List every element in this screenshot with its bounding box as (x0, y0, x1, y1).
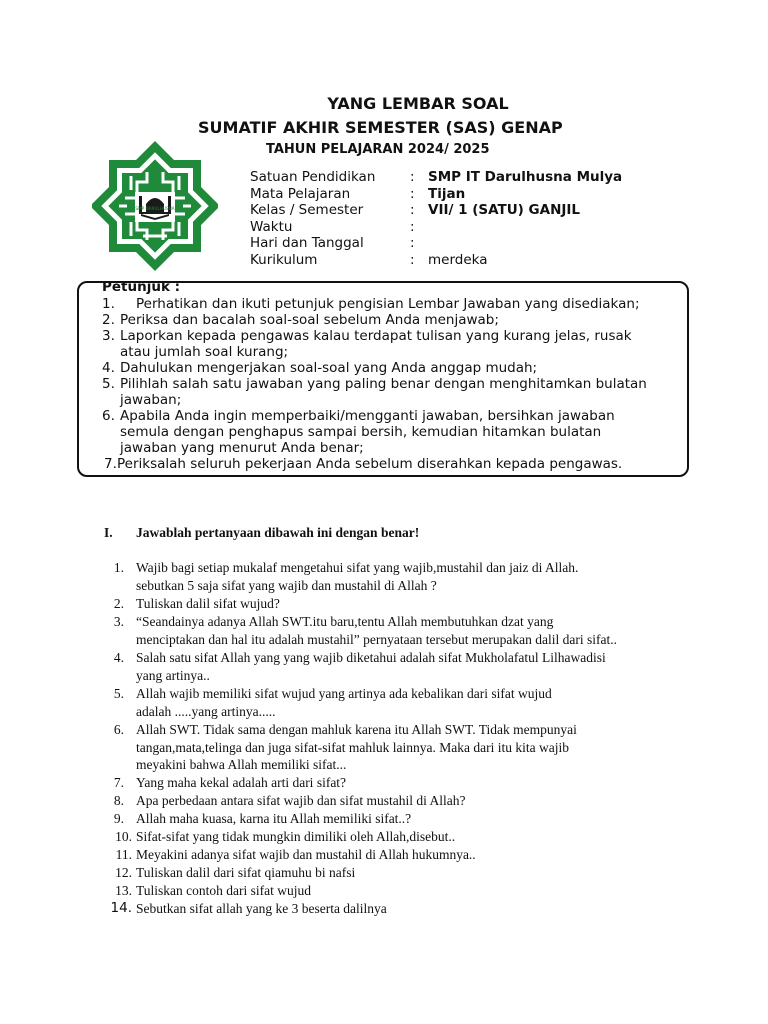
academic-year: TAHUN PELAJARAN 2024/ 2025 (266, 142, 490, 157)
question-number: 10. (115, 829, 132, 844)
instruction-text: atau jumlah soal kurang; (120, 344, 289, 360)
islamic-school-emblem-icon (92, 138, 218, 274)
question-text: Yang maha kekal adalah arti dari sifat? (136, 775, 347, 790)
info-colon: : (410, 169, 415, 185)
question-number: 1. (113, 560, 124, 575)
info-label: Hari dan Tanggal (250, 235, 364, 251)
info-colon: : (410, 218, 415, 235)
question-number: 4. (113, 650, 124, 665)
question-number: 12. (115, 865, 132, 880)
instruction-text: Dahulukan mengerjakan soal-soal yang Anda anggap mudah; (120, 360, 538, 376)
instruction-text: Perhatikan dan ikuti petunjuk pengisian Lembar Jawaban yang disediakan; (136, 296, 640, 312)
instruction-number: 4. (102, 360, 115, 376)
question-number: 8. (113, 793, 124, 808)
instruction-text: Pilihlah salah satu jawaban yang paling benar dengan menghitamkan bulatan (120, 376, 647, 392)
info-colon: : (410, 185, 415, 202)
question-number: 6. (113, 722, 124, 737)
instruction-text: semula dengan penghapus sampai bersih, kemudian hitamkan bulatan (120, 424, 602, 440)
instructions-title: Petunjuk : (102, 279, 181, 295)
question-text: Sifat-sifat yang tidak mungkin dimiliki oleh Allah,disebut.. (136, 829, 456, 844)
section-number: I. (104, 525, 113, 540)
question-text: meyakini bahwa Allah memiliki sifat... (136, 757, 347, 773)
question-number: 14. (110, 900, 132, 916)
question-text: Sebutkan sifat allah yang ke 3 beserta dalilnya (136, 901, 387, 916)
instruction-text: Periksalah seluruh pekerjaan Anda sebelum diserahkan kepada pengawas. (117, 456, 623, 472)
question-text: Apa perbedaan antara sifat wajib dan sifat mustahil di Allah? (136, 793, 466, 808)
section-title: Jawablah pertanyaan dibawah ini dengan benar! (136, 525, 420, 540)
logo-text: SMP DARULHUSNA (135, 206, 175, 211)
info-label: Mata Pelajaran (250, 185, 351, 202)
instruction-text: jawaban yang menurut Anda benar; (120, 440, 364, 456)
question-text: Salah satu sifat Allah yang yang wajib diketahui adalah sifat Mukholafatul Lilhawadisi (136, 650, 606, 665)
info-value-subject: Tijan (428, 185, 466, 202)
instruction-number: 7. (104, 456, 117, 472)
question-text: Allah SWT. Tidak sama dengan mahluk karena itu Allah SWT. Tidak mempunyai (136, 722, 577, 737)
question-text: sebutkan 5 saja sifat yang wajib dan mustahil di Allah ? (136, 577, 437, 593)
question-text: Allah maha kuasa, karna itu Allah memiliki sifat..? (136, 811, 412, 826)
question-text: Allah wajib memiliki sifat wujud yang artinya ada kebalikan dari sifat wujud (136, 686, 552, 701)
question-number: 7. (113, 775, 124, 790)
instruction-text: Periksa dan bacalah soal-soal sebelum Anda menjawab; (120, 312, 499, 328)
question-number: 5. (113, 686, 124, 701)
info-value-school: SMP IT Darulhusna Mulya (428, 169, 623, 185)
info-colon: : (410, 251, 415, 268)
info-value-class: VII/ 1 (SATU) GANJIL (428, 202, 581, 218)
question-text: yang artinya.. (136, 667, 210, 683)
instruction-number: 5. (102, 376, 115, 392)
question-number: 3. (113, 614, 124, 629)
instruction-number: 6. (102, 408, 115, 424)
info-value-curriculum: merdeka (428, 251, 488, 268)
question-number: 2. (113, 596, 124, 611)
question-text: Wajib bagi setiap mukalaf mengetahui sifat yang wajib,mustahil dan jaiz di Allah. (136, 560, 579, 575)
instruction-number: 1. (102, 296, 115, 312)
info-label: Kelas / Semester (250, 202, 364, 218)
info-colon: : (410, 202, 415, 218)
page-title: YANG LEMBAR SOAL (327, 94, 509, 113)
instruction-text: Laporkan kepada pengawas kalau terdapat tulisan yang kurang jelas, rusak (120, 328, 632, 344)
exam-subtitle: SUMATIF AKHIR SEMESTER (SAS) GENAP (198, 118, 563, 137)
instruction-text: Apabila Anda ingin memperbaiki/mengganti jawaban, bersihkan jawaban (120, 408, 615, 424)
info-label: Kurikulum (250, 251, 318, 268)
question-number: 9. (113, 811, 124, 826)
info-colon: : (410, 235, 415, 251)
info-label: Satuan Pendidikan (250, 169, 376, 185)
instruction-number: 2. (102, 312, 115, 328)
question-text: menciptakan dan hal itu adalah mustahil” pernyataan tersebut merupakan dalil dari sifat.. (136, 631, 617, 647)
info-label: Waktu (250, 218, 293, 235)
instruction-number: 3. (102, 328, 115, 344)
question-text: adalah .....yang artinya..... (136, 703, 276, 719)
question-text: Meyakini adanya sifat wajib dan mustahil di Allah hukumnya.. (136, 847, 476, 862)
question-text: tangan,mata,telinga dan juga sifat-sifat mahluk lainnya. Maka dari itu kita wajib (136, 739, 569, 755)
question-text: Tuliskan dalil dari sifat qiamuhu bi nafsi (136, 865, 356, 880)
instruction-text: jawaban; (120, 392, 182, 408)
question-text: “Seandainya adanya Allah SWT.itu baru,tentu Allah membutuhkan dzat yang (136, 614, 554, 629)
question-text: Tuliskan contoh dari sifat wujud (136, 883, 311, 898)
question-number: 11. (115, 847, 132, 862)
question-number: 13. (115, 883, 132, 898)
question-text: Tuliskan dalil sifat wujud? (136, 596, 280, 611)
